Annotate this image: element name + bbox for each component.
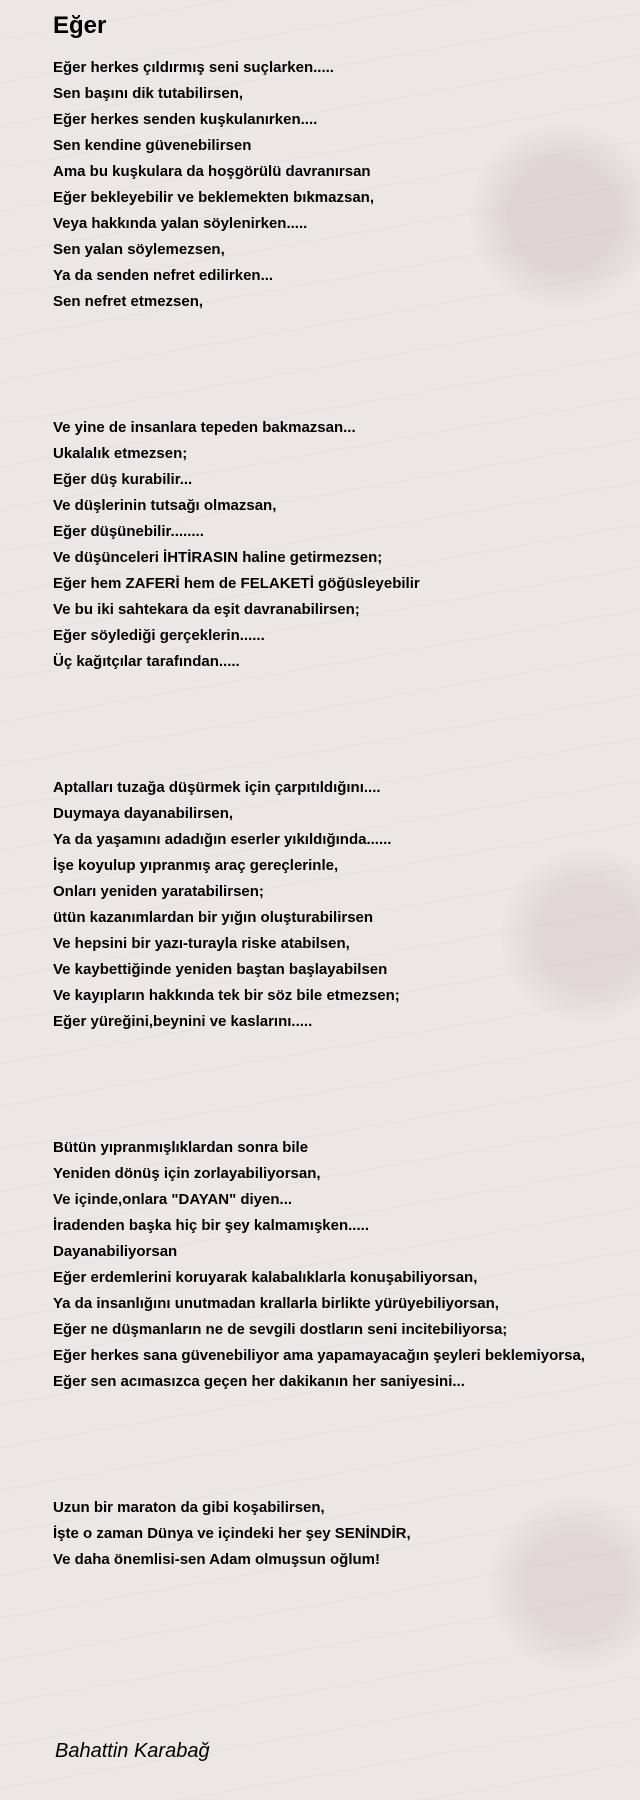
poem-line: Yeniden dönüş için zorlayabiliyorsan, <box>53 1165 321 1182</box>
poem-line: ütün kazanımlardan bir yığın oluşturabilirsen <box>53 909 374 926</box>
poem-line: Dayanabiliyorsan <box>53 1243 178 1260</box>
stanza-3 <box>53 775 633 1035</box>
poem-line: Ya da insanlığını unutmadan krallarla birlikte yürüyebiliyorsan, <box>53 1295 499 1312</box>
stanza-2 <box>53 415 633 675</box>
poem-line: Sen yalan söylemezsen, <box>53 241 225 258</box>
poem-line: Eğer yüreğini,beynini ve kaslarını..... <box>53 1013 313 1030</box>
poem-line: Eğer herkes sana güvenebiliyor ama yapamayacağın şeyleri beklemiyorsa, <box>53 1347 585 1364</box>
poem-line: Eğer herkes çıldırmış seni suçlarken..... <box>53 59 334 76</box>
poem-line: Ve düşlerinin tutsağı olmazsan, <box>53 497 277 514</box>
poem-page <box>53 10 633 1573</box>
poem-line: Eğer düş kurabilir... <box>53 471 193 488</box>
author-signature: Bahattin Karabağ <box>55 1740 210 1762</box>
poem-line: İradenden başka hiç bir şey kalmamışken..... <box>53 1217 369 1234</box>
poem-line: Eğer bekleyebilir ve beklemekten bıkmazsan, <box>53 189 374 206</box>
poem-line: Sen kendine güvenebilirsen <box>53 137 252 154</box>
stanza-5 <box>53 1495 633 1573</box>
stanza-spacer <box>53 1035 633 1135</box>
poem-line: Ve kaybettiğinde yeniden baştan başlayabilsen <box>53 961 388 978</box>
poem-line: Sen nefret etmezsen, <box>53 293 204 310</box>
poem-line: Uzun bir maraton da gibi koşabilirsen, <box>53 1499 325 1516</box>
poem-line: Sen başını dik tutabilirsen, <box>53 85 244 102</box>
poem-line: İşe koyulup yıpranmış araç gereçlerinle, <box>53 857 339 874</box>
poem-line: Ya da yaşamını adadığın eserler yıkıldığında...... <box>53 831 392 848</box>
poem-line: Ve daha önemlisi-sen Adam olmuşsun oğlum! <box>53 1551 381 1568</box>
poem-line: Ve yine de insanlara tepeden bakmazsan... <box>53 419 356 436</box>
stanza-spacer <box>53 1395 633 1495</box>
poem-line: Ama bu kuşkulara da hoşgörülü davranırsan <box>53 163 371 180</box>
poem-line: Ve düşünceleri İHTİRASIN haline getirmezsen; <box>53 549 383 566</box>
poem-line: Aptalları tuzağa düşürmek için çarpıtıldığını.... <box>53 779 381 796</box>
poem-line: Eğer herkes senden kuşkulanırken.... <box>53 111 318 128</box>
poem-line: Duymaya dayanabilirsen, <box>53 805 234 822</box>
stanza-4 <box>53 1135 633 1395</box>
poem-line: Ve kayıpların hakkında tek bir söz bile etmezsen; <box>53 987 400 1004</box>
poem-line: Eğer söylediği gerçeklerin...... <box>53 627 265 644</box>
poem-line: Ya da senden nefret edilirken... <box>53 267 274 284</box>
poem-title: Eğer <box>53 12 107 39</box>
poem-line: Veya hakkında yalan söylenirken..... <box>53 215 308 232</box>
poem-line: Ve içinde,onlara "DAYAN" diyen... <box>53 1191 293 1208</box>
poem-line: Eğer hem ZAFERİ hem de FELAKETİ göğüsleyebilir <box>53 575 420 592</box>
poem-line: Bütün yıpranmışlıklardan sonra bile <box>53 1139 309 1156</box>
poem-line: Eğer düşünebilir........ <box>53 523 204 540</box>
poem-line: Ukalalık etmezsen; <box>53 445 188 462</box>
poem-line: Eğer ne düşmanların ne de sevgili dostların seni incitebiliyorsa; <box>53 1321 508 1338</box>
poem-line: Üç kağıtçılar tarafından..... <box>53 653 240 670</box>
stanza-spacer <box>53 675 633 775</box>
poem-line: İşte o zaman Dünya ve içindeki her şey SENİNDİR, <box>53 1525 411 1542</box>
stanza-1 <box>53 55 633 315</box>
stanza-spacer <box>53 315 633 415</box>
poem-line: Eğer sen acımasızca geçen her dakikanın her saniyesini... <box>53 1373 465 1390</box>
poem-line: Onları yeniden yaratabilirsen; <box>53 883 264 900</box>
poem-line: Ve bu iki sahtekara da eşit davranabilirsen; <box>53 601 360 618</box>
poem-line: Ve hepsini bir yazı-turayla riske atabilsen, <box>53 935 350 952</box>
poem-line: Eğer erdemlerini koruyarak kalabalıklarla konuşabiliyorsan, <box>53 1269 478 1286</box>
